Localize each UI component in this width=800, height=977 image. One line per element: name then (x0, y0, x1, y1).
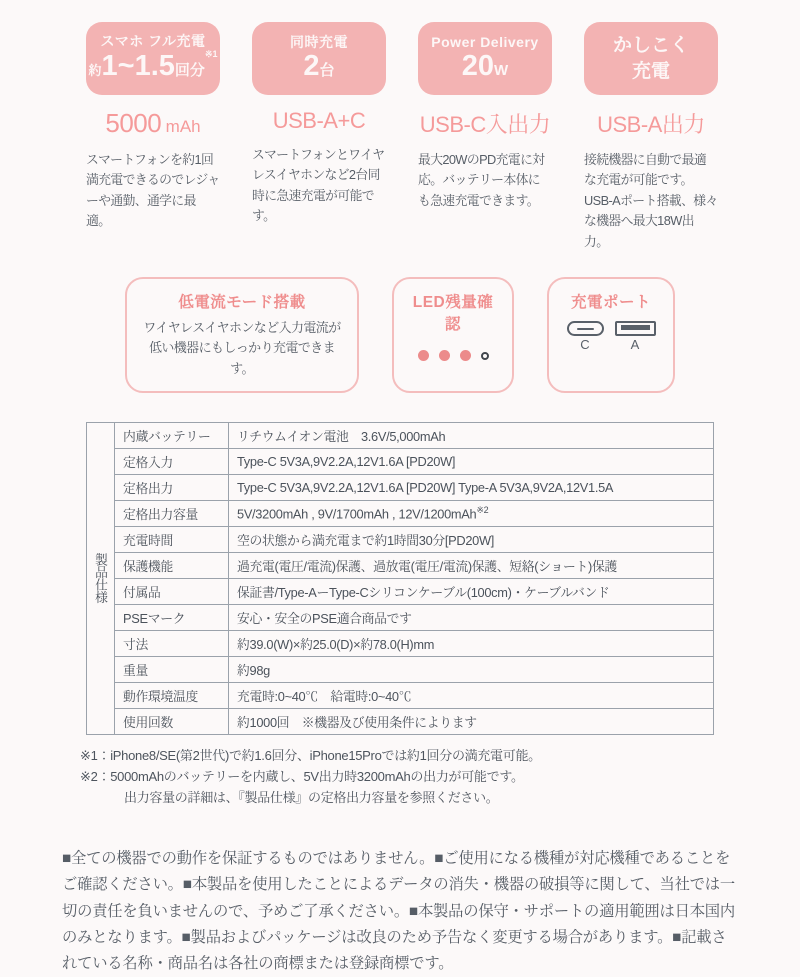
full-charge-badge (86, 22, 220, 95)
highlight-row (0, 277, 800, 392)
led-dot-on-icon (460, 350, 471, 361)
table-row (87, 708, 714, 734)
highlight-body: ワイヤレスイヤホンなど入力電流が低い機器にもしっかり充電できます。 (143, 320, 341, 376)
power-delivery-badge (418, 22, 552, 95)
highlight-title: 低電流モード搭載 (178, 294, 306, 312)
spec-value: Type-C 5V3A,9V2.2A,12V1.6A [PD20W] Type-A 5V3A,9V2A,12V1.5A (229, 474, 714, 500)
table-row (87, 526, 714, 552)
disclaimer-text: ■全ての機器での動作を保証するものではありません。■ご使用になる機種が対応機種であることをご確認ください。■本製品を使用したことによるデータの消失・機器の破損等に関して、当社では一切の責任を負いませんので、予めご了承ください。■本製品の保守・サポートの適用範囲は日本国内のみとなります。■製品およびパッケージは改良のため予告なく変更する場合があります。■記載されている名称・商品名は各社の商標または登録商標です。 (62, 849, 735, 973)
feature-simultaneous-charge (252, 22, 386, 252)
badge-number: 1~1.5 (101, 50, 175, 83)
badge-value (89, 49, 218, 83)
footnote-2: ※2：5000mAhのバッテリーを内蔵し、5V出力時3200mAhの出力が可能です。 (80, 768, 524, 784)
spec-value: 保証書/Type-AーType-Cシリコンケーブル(100cm)・ケーブルバンド (229, 578, 714, 604)
spec-value: 空の状態から満充電まで約1時間30分[PD20W] (229, 526, 714, 552)
feature-description: 接続機器に自動で最適な充電が可能です。USB-Aポート搭載、様々な機器へ最大18W出力。 (584, 152, 718, 249)
footnotes (80, 745, 800, 808)
spec-label: 付属品 (115, 578, 229, 604)
feature-subtitle: USB-A+C (272, 108, 366, 133)
led-dot-on-icon (439, 350, 450, 361)
spec-label: 定格出力容量 (115, 500, 229, 526)
feature-full-charge (86, 22, 220, 252)
footnote-2-continued: 出力容量の詳細は、『製品仕様』の定格出力容量を参照ください。 (124, 789, 499, 805)
table-row (87, 422, 714, 448)
charge-port-box (547, 277, 675, 392)
highlight-title: LED残量確認 (412, 294, 494, 334)
table-row (87, 552, 714, 578)
spec-label: 動作環境温度 (115, 682, 229, 708)
spec-label: 使用回数 (115, 708, 229, 734)
badge-number: 2 (303, 49, 320, 82)
spec-label: 寸法 (115, 630, 229, 656)
spec-label: PSEマーク (115, 604, 229, 630)
spec-table (86, 422, 714, 735)
usb-c-icon (567, 321, 604, 336)
badge-number: 20 (461, 49, 495, 82)
feature-grid (0, 0, 800, 252)
led-level-indicator (406, 350, 500, 361)
badge-value (303, 50, 334, 83)
badge-value (462, 50, 508, 83)
feature-subtitle: 5000 mAh (105, 108, 201, 138)
usb-c-port (567, 321, 604, 352)
feature-subtitle: USB-C入出力 (419, 112, 551, 137)
feature-subtitle: USB-A出力 (597, 112, 705, 137)
table-row (87, 500, 714, 526)
spec-label: 内蔵バッテリー (115, 422, 229, 448)
spec-label: 定格入力 (115, 448, 229, 474)
spec-value: 約98g (229, 656, 714, 682)
table-row (87, 682, 714, 708)
spec-value: リチウムイオン電池 3.6V/5,000mAh (229, 422, 714, 448)
feature-description: 最大20WのPD充電に対応。バッテリー本体にも急速充電できます。 (418, 152, 545, 208)
led-dot-off-icon (481, 352, 489, 360)
low-current-mode-box (125, 277, 359, 392)
badge-title: 同時充電 (290, 33, 348, 50)
table-row (87, 630, 714, 656)
badge-suffix: 台 (319, 61, 335, 79)
spec-value: 約1000回 ※機器及び使用条件によります (229, 708, 714, 734)
port-label: C (580, 337, 590, 353)
simultaneous-charge-badge (252, 22, 386, 95)
table-row (87, 448, 714, 474)
feature-power-delivery (418, 22, 552, 252)
badge-title: Power Delivery (431, 33, 539, 50)
port-label: A (630, 337, 640, 353)
badge-title: スマホ フル充電 (100, 33, 206, 50)
table-row (87, 656, 714, 682)
badge-suffix: 回分 (174, 62, 205, 80)
feature-smart-charge (584, 22, 718, 252)
usb-a-port (615, 321, 656, 352)
spec-value: 安心・安全のPSE適合商品です (229, 604, 714, 630)
led-indicator-box (392, 277, 514, 392)
spec-value: 充電時:0~40℃ 給電時:0~40℃ (229, 682, 714, 708)
table-row (87, 578, 714, 604)
spec-value: 過充電(電圧/電流)保護、過放電(電圧/電流)保護、短絡(ショート)保護 (229, 552, 714, 578)
usb-a-icon (615, 321, 656, 336)
footnote-marker: ※2 (476, 505, 489, 516)
port-icons (561, 321, 661, 352)
spec-value: 約39.0(W)×約25.0(D)×約78.0(H)mm (229, 630, 714, 656)
badge-prefix: 約 (88, 63, 102, 79)
badge-suffix: W (494, 61, 509, 79)
highlight-title: 充電ポート (570, 294, 651, 312)
table-row (87, 474, 714, 500)
footnote-1: ※1：iPhone8/SE(第2世代)で約1.6回分、iPhone15Proでは約1回分の満充電可能。 (80, 747, 541, 763)
spec-label: 充電時間 (115, 526, 229, 552)
led-dot-on-icon (418, 350, 429, 361)
badge-title: かしこく 充電 (612, 34, 689, 82)
spec-label: 定格出力 (115, 474, 229, 500)
feature-description: スマートフォンを約1回満充電できるのでレジャーや通勤、通学に最適。 (86, 152, 220, 229)
spec-label: 重量 (115, 656, 229, 682)
spec-label: 保護機能 (115, 552, 229, 578)
spec-value: 5V/3200mAh , 9V/1700mAh , 12V/1200mAh$^{※2}$ (229, 500, 714, 526)
feature-description: スマートフォンとワイヤレスイヤホンなど2台同時に急速充電が可能です。 (252, 147, 385, 224)
table-row (87, 604, 714, 630)
footnote-marker: ※1 (204, 49, 218, 60)
spec-value: Type-C 5V3A,9V2.2A,12V1.6A [PD20W] (229, 448, 714, 474)
spec-section-label: 製品仕様 (87, 422, 115, 734)
smart-charge-badge (584, 22, 718, 95)
